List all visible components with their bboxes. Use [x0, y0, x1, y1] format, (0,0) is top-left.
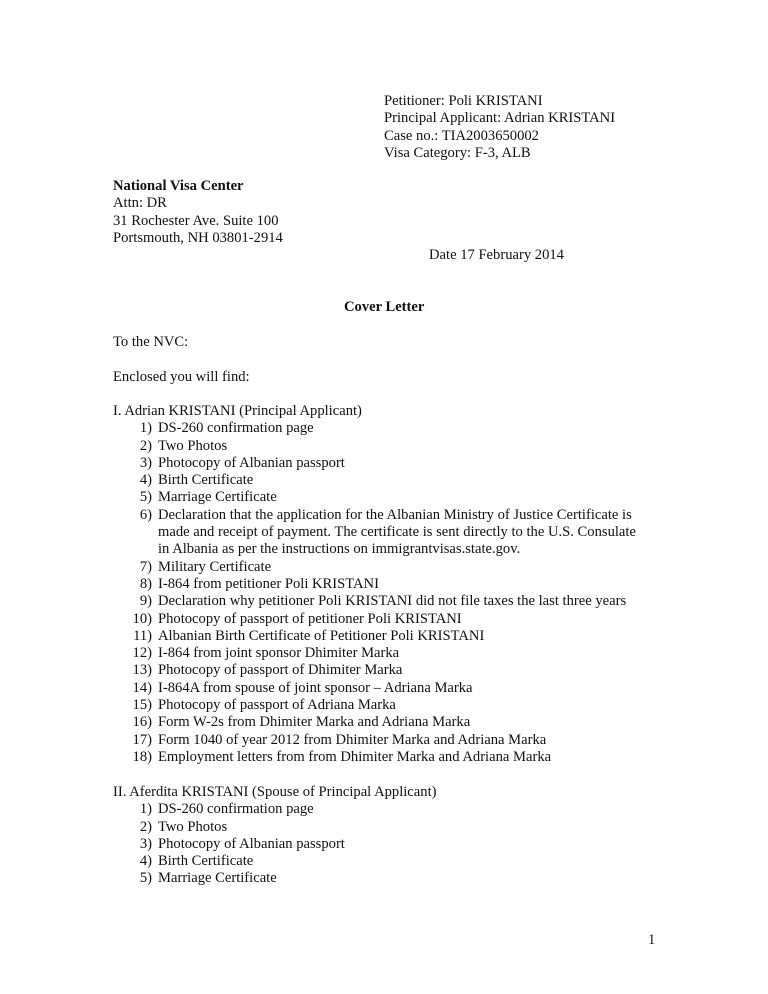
- list-item-continuation: made and receipt of payment. The certificate is sent directly to the U.S. Consulate: [158, 524, 636, 541]
- recipient-address: [113, 178, 283, 247]
- section-principal-applicant: [113, 403, 636, 766]
- section-spouse: [113, 784, 436, 888]
- list-item: 7) Military Certificate: [139, 558, 272, 575]
- list-item: 3) Photocopy of Albanian passport: [139, 454, 345, 471]
- list-item: 5) Marriage Certificate: [139, 870, 277, 887]
- list-item: 17) Form 1040 of year 2012 from Dhimiter Marka and Adriana Marka: [132, 731, 547, 748]
- list-item: 4) Birth Certificate: [139, 472, 254, 489]
- list-item: 18) Employment letters from from Dhimiter Marka and Adriana Marka: [132, 748, 552, 765]
- visa-category-line: Visa Category: F-3, ALB: [384, 144, 531, 161]
- petitioner-line: Petitioner: Poli KRISTANI: [384, 93, 543, 109]
- list-item-continuation: in Albania as per the instructions on immigrantvisas.state.gov.: [158, 541, 521, 558]
- letter-date: Date 17 February 2014: [429, 247, 564, 263]
- list-item: 1) DS-260 confirmation page: [139, 420, 314, 437]
- list-item: 4) Birth Certificate: [139, 853, 254, 870]
- section-heading: I. Adrian KRISTANI (Principal Applicant): [113, 403, 362, 419]
- principal-applicant-line: Principal Applicant: Adrian KRISTANI: [384, 110, 616, 127]
- list-item: 14) I-864A from spouse of joint sponsor – Adriana Marka: [132, 679, 473, 696]
- list-item: 12) I-864 from joint sponsor Dhimiter Marka: [132, 645, 400, 662]
- list-item: 6) Declaration that the application for the Albanian Ministry of Justice Certificate is: [139, 506, 632, 523]
- recipient-name: National Visa Center: [113, 178, 244, 194]
- list-item: 15) Photocopy of passport of Adriana Marka: [132, 697, 396, 714]
- list-item: 16) Form W-2s from Dhimiter Marka and Adriana Marka: [132, 714, 471, 731]
- case-header: [384, 93, 615, 162]
- list-item: 10) Photocopy of passport of petitioner Poli KRISTANI: [132, 610, 462, 627]
- section-heading: II. Aferdita KRISTANI (Spouse of Principal Applicant): [113, 784, 437, 800]
- page-number: 1: [648, 932, 656, 948]
- list-item: 8) I-864 from petitioner Poli KRISTANI: [139, 575, 379, 592]
- list-item: 1) DS-260 confirmation page: [139, 801, 314, 818]
- list-item: 11) Albanian Birth Certificate of Petitioner Poli KRISTANI: [133, 627, 485, 644]
- list-item: 9) Declaration why petitioner Poli KRISTANI did not file taxes the last three years: [139, 593, 627, 610]
- recipient-attn: Attn: DR: [113, 195, 167, 212]
- list-item: 2) Two Photos: [139, 818, 228, 835]
- intro-text: Enclosed you will find:: [113, 369, 250, 385]
- salutation: To the NVC:: [113, 334, 189, 350]
- list-item: 13) Photocopy of passport of Dhimiter Marka: [132, 662, 403, 679]
- enclosure-list: [113, 801, 436, 887]
- enclosure-list: [113, 420, 636, 766]
- recipient-city: Portsmouth, NH 03801-2914: [113, 229, 283, 246]
- recipient-street: 31 Rochester Ave. Suite 100: [113, 212, 279, 229]
- list-item: 3) Photocopy of Albanian passport: [139, 835, 345, 852]
- list-item: 2) Two Photos: [139, 437, 228, 454]
- case-number-line: Case no.: TIA2003650002: [384, 127, 539, 144]
- list-item: 5) Marriage Certificate: [139, 489, 277, 506]
- page-title: Cover Letter: [344, 299, 425, 315]
